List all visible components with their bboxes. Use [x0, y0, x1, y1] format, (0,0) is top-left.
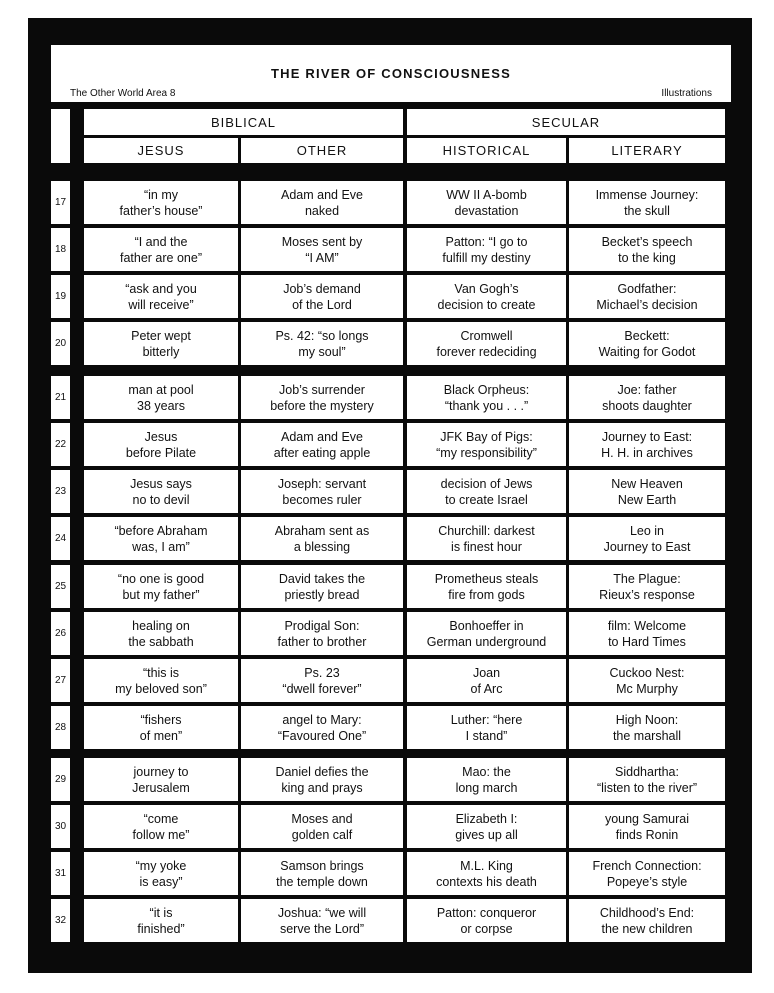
row-number: 25: [51, 565, 70, 608]
column-header-jesus: JESUS: [84, 138, 238, 163]
table-cell-jesus: journey to Jerusalem: [84, 758, 238, 801]
row-number: 29: [51, 758, 70, 801]
row-number: 23: [51, 470, 70, 513]
subtitle-illustrations: Illustrations: [661, 88, 712, 99]
table-cell-historical: Mao: the long march: [407, 758, 566, 801]
table-cell-other: Ps. 23 “dwell forever”: [241, 659, 403, 702]
table-cell-historical: Churchill: darkest is finest hour: [407, 517, 566, 560]
row-number: 19: [51, 275, 70, 318]
table-cell-other: Moses sent by “I AM”: [241, 228, 403, 271]
table-cell-historical: Bonhoeffer in German underground: [407, 612, 566, 655]
table-cell-historical: Patton: “I go to fulfill my destiny: [407, 228, 566, 271]
table-cell-historical: Prometheus steals fire from gods: [407, 565, 566, 608]
table-cell-jesus: Jesus before Pilate: [84, 423, 238, 466]
table-cell-other: Samson brings the temple down: [241, 852, 403, 895]
header-stub: [51, 109, 70, 163]
table-cell-other: Ps. 42: “so longs my soul”: [241, 322, 403, 365]
table-cell-literary: film: Welcome to Hard Times: [569, 612, 725, 655]
table-cell-literary: Godfather: Michael’s decision: [569, 275, 725, 318]
table-cell-historical: decision of Jews to create Israel: [407, 470, 566, 513]
subtitle-area: The Other World Area 8: [70, 88, 176, 99]
table-cell-historical: Luther: “here I stand”: [407, 706, 566, 749]
column-header-other: OTHER: [241, 138, 403, 163]
table-cell-literary: New Heaven New Earth: [569, 470, 725, 513]
chart-sheet: [28, 18, 752, 973]
table-cell-other: Job’s surrender before the mystery: [241, 376, 403, 419]
table-cell-literary: The Plague: Rieux’s response: [569, 565, 725, 608]
table-cell-jesus: Jesus says no to devil: [84, 470, 238, 513]
page-title: THE RIVER OF CONSCIOUSNESS: [271, 66, 511, 81]
table-cell-literary: Siddhartha: “listen to the river”: [569, 758, 725, 801]
table-cell-other: angel to Mary: “Favoured One”: [241, 706, 403, 749]
table-cell-historical: Patton: conqueror or corpse: [407, 899, 566, 942]
table-cell-other: Job’s demand of the Lord: [241, 275, 403, 318]
column-header-historical: HISTORICAL: [407, 138, 566, 163]
table-cell-other: Adam and Eve after eating apple: [241, 423, 403, 466]
row-number: 21: [51, 376, 70, 419]
row-number: 22: [51, 423, 70, 466]
table-cell-other: Adam and Eve naked: [241, 181, 403, 224]
row-number: 26: [51, 612, 70, 655]
table-cell-literary: Cuckoo Nest: Mc Murphy: [569, 659, 725, 702]
title-bar: [51, 45, 731, 102]
row-number: 30: [51, 805, 70, 848]
table-cell-other: Joshua: “we will serve the Lord”: [241, 899, 403, 942]
group-header-secular: SECULAR: [407, 109, 725, 135]
table-cell-other: Daniel defies the king and prays: [241, 758, 403, 801]
table-cell-historical: M.L. King contexts his death: [407, 852, 566, 895]
table-cell-literary: Immense Journey: the skull: [569, 181, 725, 224]
table-cell-literary: Becket’s speech to the king: [569, 228, 725, 271]
table-cell-literary: Beckett: Waiting for Godot: [569, 322, 725, 365]
row-number: 24: [51, 517, 70, 560]
table-cell-historical: Joan of Arc: [407, 659, 566, 702]
table-cell-historical: Black Orpheus: “thank you . . .”: [407, 376, 566, 419]
row-number: 18: [51, 228, 70, 271]
table-cell-jesus: “it is finished”: [84, 899, 238, 942]
group-header-biblical: BIBLICAL: [84, 109, 403, 135]
table-cell-literary: Leo in Journey to East: [569, 517, 725, 560]
table-cell-historical: Van Gogh’s decision to create: [407, 275, 566, 318]
table-cell-historical: JFK Bay of Pigs: “my responsibility”: [407, 423, 566, 466]
table-cell-jesus: man at pool 38 years: [84, 376, 238, 419]
table-cell-literary: High Noon: the marshall: [569, 706, 725, 749]
table-cell-other: Abraham sent as a blessing: [241, 517, 403, 560]
table-cell-literary: Journey to East: H. H. in archives: [569, 423, 725, 466]
table-cell-jesus: “fishers of men”: [84, 706, 238, 749]
table-cell-literary: Childhood’s End: the new children: [569, 899, 725, 942]
row-number: 20: [51, 322, 70, 365]
table-cell-jesus: “before Abraham was, I am”: [84, 517, 238, 560]
table-cell-jesus: “in my father’s house”: [84, 181, 238, 224]
table-cell-literary: young Samurai finds Ronin: [569, 805, 725, 848]
row-number: 28: [51, 706, 70, 749]
table-cell-other: Moses and golden calf: [241, 805, 403, 848]
table-cell-historical: Cromwell forever redeciding: [407, 322, 566, 365]
row-number: 31: [51, 852, 70, 895]
row-number: 27: [51, 659, 70, 702]
row-number: 32: [51, 899, 70, 942]
table-cell-other: Joseph: servant becomes ruler: [241, 470, 403, 513]
column-header-literary: LITERARY: [569, 138, 725, 163]
table-cell-literary: French Connection: Popeye’s style: [569, 852, 725, 895]
table-cell-historical: WW II A-bomb devastation: [407, 181, 566, 224]
row-number: 17: [51, 181, 70, 224]
table-cell-jesus: “this is my beloved son”: [84, 659, 238, 702]
table-cell-jesus: “no one is good but my father”: [84, 565, 238, 608]
table-cell-historical: Elizabeth I: gives up all: [407, 805, 566, 848]
table-cell-literary: Joe: father shoots daughter: [569, 376, 725, 419]
table-cell-jesus: “ask and you will receive”: [84, 275, 238, 318]
table-cell-other: Prodigal Son: father to brother: [241, 612, 403, 655]
table-cell-jesus: “my yoke is easy”: [84, 852, 238, 895]
table-cell-jesus: Peter wept bitterly: [84, 322, 238, 365]
table-cell-jesus: healing on the sabbath: [84, 612, 238, 655]
table-cell-jesus: “come follow me”: [84, 805, 238, 848]
table-cell-jesus: “I and the father are one”: [84, 228, 238, 271]
table-cell-other: David takes the priestly bread: [241, 565, 403, 608]
